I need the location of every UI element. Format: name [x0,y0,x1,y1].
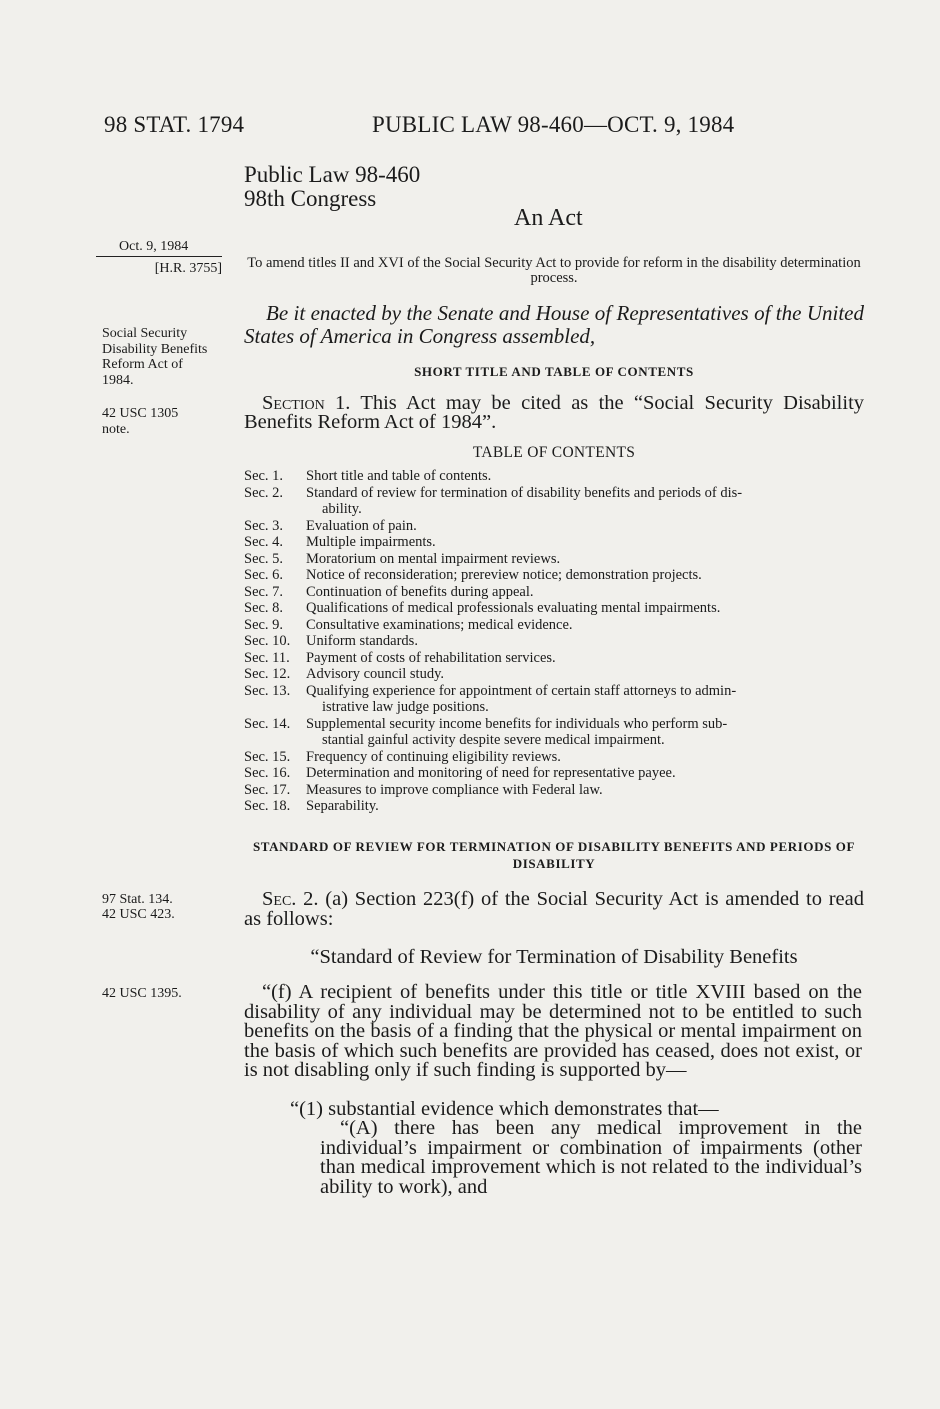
toc-entry-text [306,716,868,749]
toc-entry-text [306,468,868,485]
toc-entry [244,749,868,766]
short-title-heading: SHORT TITLE AND TABLE OF CONTENTS [414,364,694,379]
toc-entry [244,584,868,601]
toc-entry-title: Multiple impairments. [306,534,436,550]
toc-entry-number: Sec. 15. [244,748,291,765]
enacting-clause: Be it enacted by the Senate and House of Representatives of the United States of America in Congress assembled, [244,301,864,348]
table-of-contents [244,468,868,815]
toc-entry-title: Separability. [306,798,379,814]
section-2-usc-note: 42 USC 423. [102,907,175,922]
quoted-subsection-heading: “Standard of Review for Termination of Disability Benefits [310,946,798,968]
subsection-f-usc-note: 42 USC 1395. [102,986,182,1001]
enactment-date-note: Oct. 9, 1984 [119,239,189,254]
toc-entry-text [306,485,868,518]
toc-entry-number: Sec. 7. [244,583,284,600]
toc-entry-title: Supplemental security income benefits for individuals who perform sub- [306,715,728,732]
toc-entry-number: Sec. 13. [244,682,291,699]
toc-entry [244,782,868,799]
toc-entry-number: Sec. 10. [244,633,291,649]
toc-entry-number: Sec. 2. [244,484,284,501]
statute-page-citation: 98 STAT. 1794 [104,112,245,137]
toc-entry-text [306,584,868,601]
toc-entry-title: Measures to improve compliance with Federal law. [306,781,603,798]
section-2 [244,890,864,929]
toc-entry-number: Sec. 3. [244,517,284,534]
paragraph-a: “(A) there has been any medical improvement in the individual’s impairment or combination of impairments (other than medical improvement which is not related to the individual’s ability to work), and [320,1117,862,1198]
section-1-label: Section 1. [262,392,351,414]
toc-entry-text [306,518,868,535]
toc-entry [244,798,868,815]
section-2-text: (a) Section 223(f) of the Social Security Act is amended to read as follows: [244,888,864,930]
toc-entry [244,518,868,535]
toc-entry [244,683,868,716]
toc-entry-continuation: istrative law judge positions. [322,699,489,715]
toc-entry-title: Evaluation of pain. [306,517,417,534]
toc-entry-number: Sec. 18. [244,798,291,814]
toc-entry-number: Sec. 16. [244,765,291,781]
toc-entry-title: Uniform standards. [306,633,418,649]
toc-entry-title: Payment of costs of rehabilitation services. [306,649,556,666]
toc-entry [244,666,868,683]
toc-entry-title: Advisory council study. [306,666,445,682]
toc-entry-text [306,782,868,799]
an-act-title: An Act [514,205,583,231]
toc-entry-title: Standard of review for termination of disability benefits and periods of dis- [306,484,743,501]
toc-entry-number: Sec. 12. [244,666,291,682]
toc-entry-title: Qualifications of medical professionals evaluating mental impairments. [306,600,721,616]
short-title-usc-note: 42 USC 1305 note. [102,406,179,437]
toc-entry-continuation: stantial gainful activity despite severe medical impairment. [322,732,665,748]
toc-entry-text [306,749,868,766]
toc-entry-text [306,683,868,716]
section-2-heading: STANDARD OF REVIEW FOR TERMINATION OF DISABILITY BENEFITS AND PERIODS OF DISABILITY [252,839,856,871]
toc-entry-text [306,633,868,650]
toc-entry-text [306,666,868,683]
toc-entry [244,468,868,485]
toc-entry-number: Sec. 17. [244,781,291,798]
toc-entry [244,617,868,634]
congress-number: 98th Congress [244,186,377,211]
toc-entry-title: Determination and monitoring of need for representative payee. [306,765,676,781]
toc-entry-title: Consultative examinations; medical evidence. [306,616,573,633]
toc-entry-text [306,551,868,568]
toc-entry-text [306,567,868,584]
bill-number: [H.R. 3755] [154,261,222,276]
short-title-margin-note: Social Security Disability Benefits Reform Act of 1984. [102,326,208,388]
toc-entry [244,534,868,551]
toc-entry-number: Sec. 8. [244,600,284,616]
toc-entry-text [306,617,868,634]
toc-entry-number: Sec. 9. [244,616,284,633]
toc-entry-title: Frequency of continuing eligibility reviews. [306,748,561,765]
toc-entry-number: Sec. 1. [244,468,284,484]
section-1-text: This Act may be cited as the “Social Security Disability Benefits Reform Act of 1984”. [244,392,865,433]
toc-entry-number: Sec. 14. [244,715,291,732]
toc-entry-text [306,765,868,782]
toc-title: TABLE OF CONTENTS [472,444,636,461]
toc-entry [244,716,868,749]
toc-entry-continuation: ability. [322,501,362,517]
toc-entry-number: Sec. 6. [244,567,284,583]
toc-entry-number: Sec. 11. [244,649,290,666]
toc-entry [244,485,868,518]
toc-entry-number: Sec. 4. [244,534,284,550]
toc-entry-text [306,798,868,815]
toc-entry-title: Qualifying experience for appointment of certain staff attorneys to admin- [306,682,737,699]
act-purpose: To amend titles II and XVI of the Social Security Act to provide for reform in the disability determination process. [247,255,861,286]
toc-entry [244,650,868,667]
section-2-label: Sec. 2. [262,888,319,910]
toc-entry [244,600,868,617]
running-header-title: PUBLIC LAW 98-460—OCT. 9, 1984 [372,112,735,137]
toc-entry-title: Continuation of benefits during appeal. [306,583,534,600]
toc-entry-text [306,650,868,667]
paragraph-1: “(1) substantial evidence which demonstrates that— [290,1098,719,1120]
toc-entry [244,633,868,650]
subsection-f: “(f) A recipient of benefits under this title or title XVIII based on the disability of any individual may be determined not to be entitled to such benefits on the basis of a finding that the physical or mental impairment on the basis of which such benefits are provided has ceased, does not exist, or is not disabling only if such finding is supported by— [244,981,862,1081]
public-law-number: Public Law 98-460 [244,162,421,187]
toc-entry [244,567,868,584]
toc-entry-title: Notice of reconsideration; prereview notice; demonstration projects. [306,567,702,583]
bill-number-note [96,256,222,277]
toc-entry-title: Moratorium on mental impairment reviews. [306,550,561,567]
toc-entry [244,765,868,782]
toc-entry [244,551,868,568]
toc-entry-title: Short title and table of contents. [306,468,492,484]
toc-entry-text [306,534,868,551]
section-1 [244,394,864,432]
toc-entry-number: Sec. 5. [244,550,284,567]
toc-entry-text [306,600,868,617]
section-2-stat-note: 97 Stat. 134. [102,892,173,907]
